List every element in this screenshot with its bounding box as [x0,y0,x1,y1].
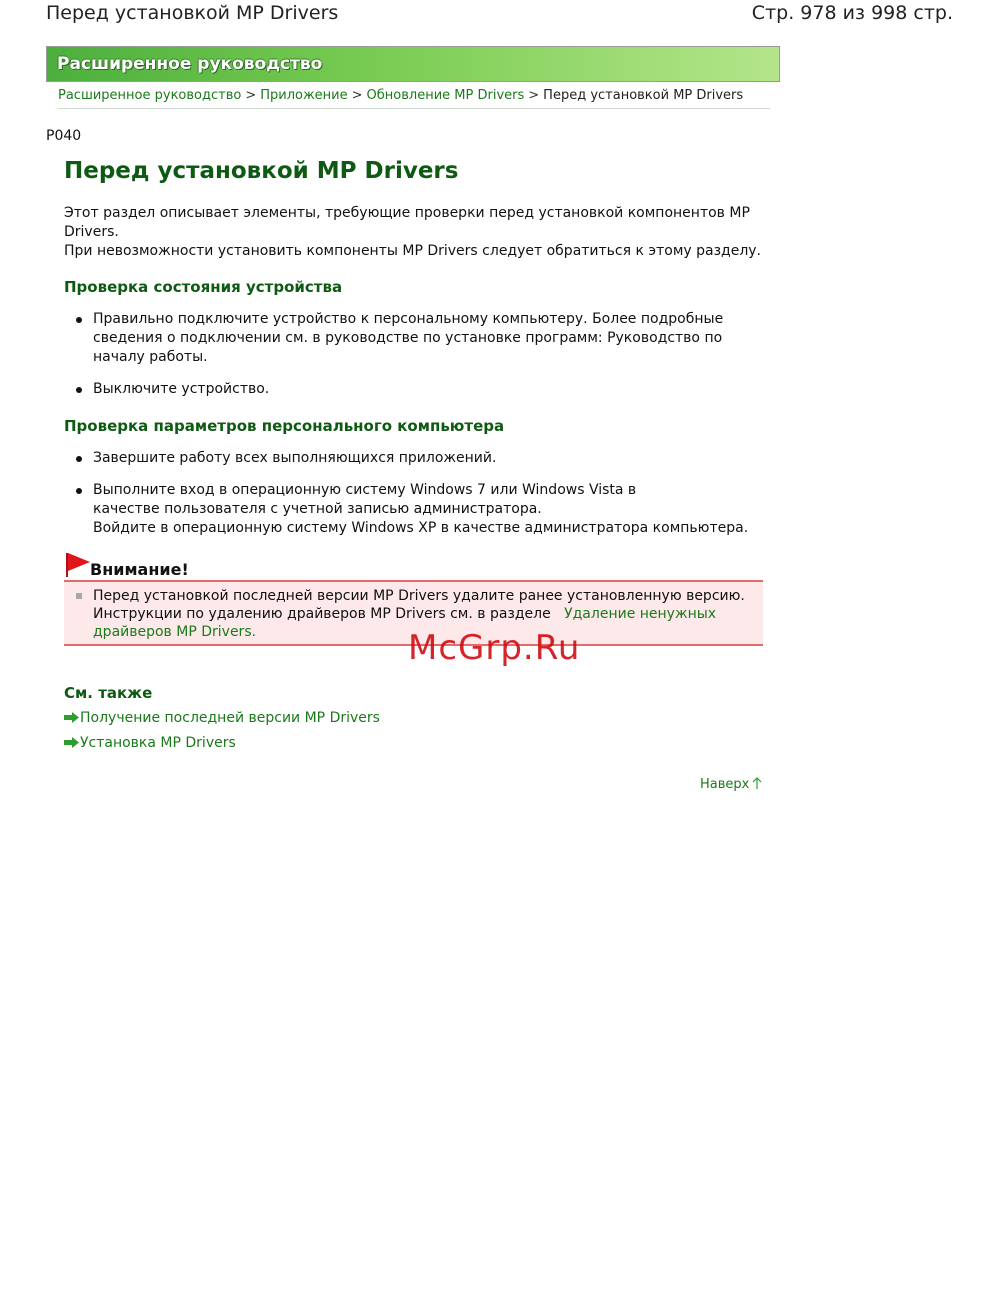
breadcrumb-separator: > [245,88,257,103]
notice-line: Инструкции по удалению драйверов MP Drivers см. в разделе Удаление ненужных драйверов MP Drivers. [93,606,717,640]
breadcrumb-link-update-drivers[interactable]: Обновление MP Drivers [366,88,525,103]
bullet-icon [76,387,82,393]
intro-line: Этот раздел описывает элементы, требующие проверки перед установкой компонентов MP Drivers. [64,205,750,240]
list-item: Выполните вход в операционную систему Windows 7 или Windows Vista в качестве пользователя с учетной записью администратора. Войдите в операционную систему Windows XP в качестве администратора компьютера. [64,481,754,538]
manual-banner [46,46,780,82]
page-counter: Стр. 978 из 998 стр. [751,2,953,24]
print-header [0,0,1000,30]
notice-line: Перед установкой последней версии MP Drivers удалите ранее установленную версию. [93,588,745,604]
notice-label: Внимание! [90,560,189,579]
watermark: McGrp.Ru [408,628,581,668]
section-heading-device: Проверка состояния устройства [64,278,343,296]
arrow-up-icon [752,777,762,789]
arrow-right-icon [64,737,79,748]
computer-checklist [64,449,754,551]
back-to-top-link[interactable]: Наверх [700,777,762,792]
bullet-icon [76,456,82,462]
banner-title: Расширенное руководство [57,54,323,74]
device-checklist [64,310,754,412]
breadcrumb [58,88,770,109]
link-remove-drivers[interactable]: Удаление ненужных драйверов MP Drivers [93,606,717,640]
square-bullet-icon [76,593,82,599]
breadcrumb-link-manual[interactable]: Расширенное руководство [58,88,242,103]
list-item: Правильно подключите устройство к персональному компьютеру. Более подробные сведения о подключении см. в руководстве по установке программ: Руководство по началу работы. [64,310,754,367]
breadcrumb-separator: > [528,88,540,103]
list-item: Завершите работу всех выполняющихся приложений. [64,449,754,468]
warning-flag-icon [65,552,91,578]
bullet-icon [76,488,82,494]
section-heading-computer: Проверка параметров персонального компьютера [64,417,505,435]
see-also-link-get-latest[interactable]: Получение последней версии MP Drivers [64,710,380,726]
see-also-heading: См. также [64,684,153,702]
page-code: P040 [46,128,82,144]
breadcrumb-separator: > [351,88,363,103]
intro-text [64,204,764,261]
intro-line: При невозможности установить компоненты MP Drivers следует обратиться к этому разделу. [64,243,761,259]
bullet-icon [76,317,82,323]
arrow-right-icon [64,712,79,723]
breadcrumb-current: Перед установкой MP Drivers [543,88,744,103]
notice-header [64,552,764,580]
page-title: Перед установкой MP Drivers [64,158,459,184]
see-also-link-install[interactable]: Установка MP Drivers [64,735,236,751]
document-title: Перед установкой MP Drivers [46,2,339,24]
breadcrumb-link-appendix[interactable]: Приложение [260,88,348,103]
list-item: Выключите устройство. [64,380,754,399]
